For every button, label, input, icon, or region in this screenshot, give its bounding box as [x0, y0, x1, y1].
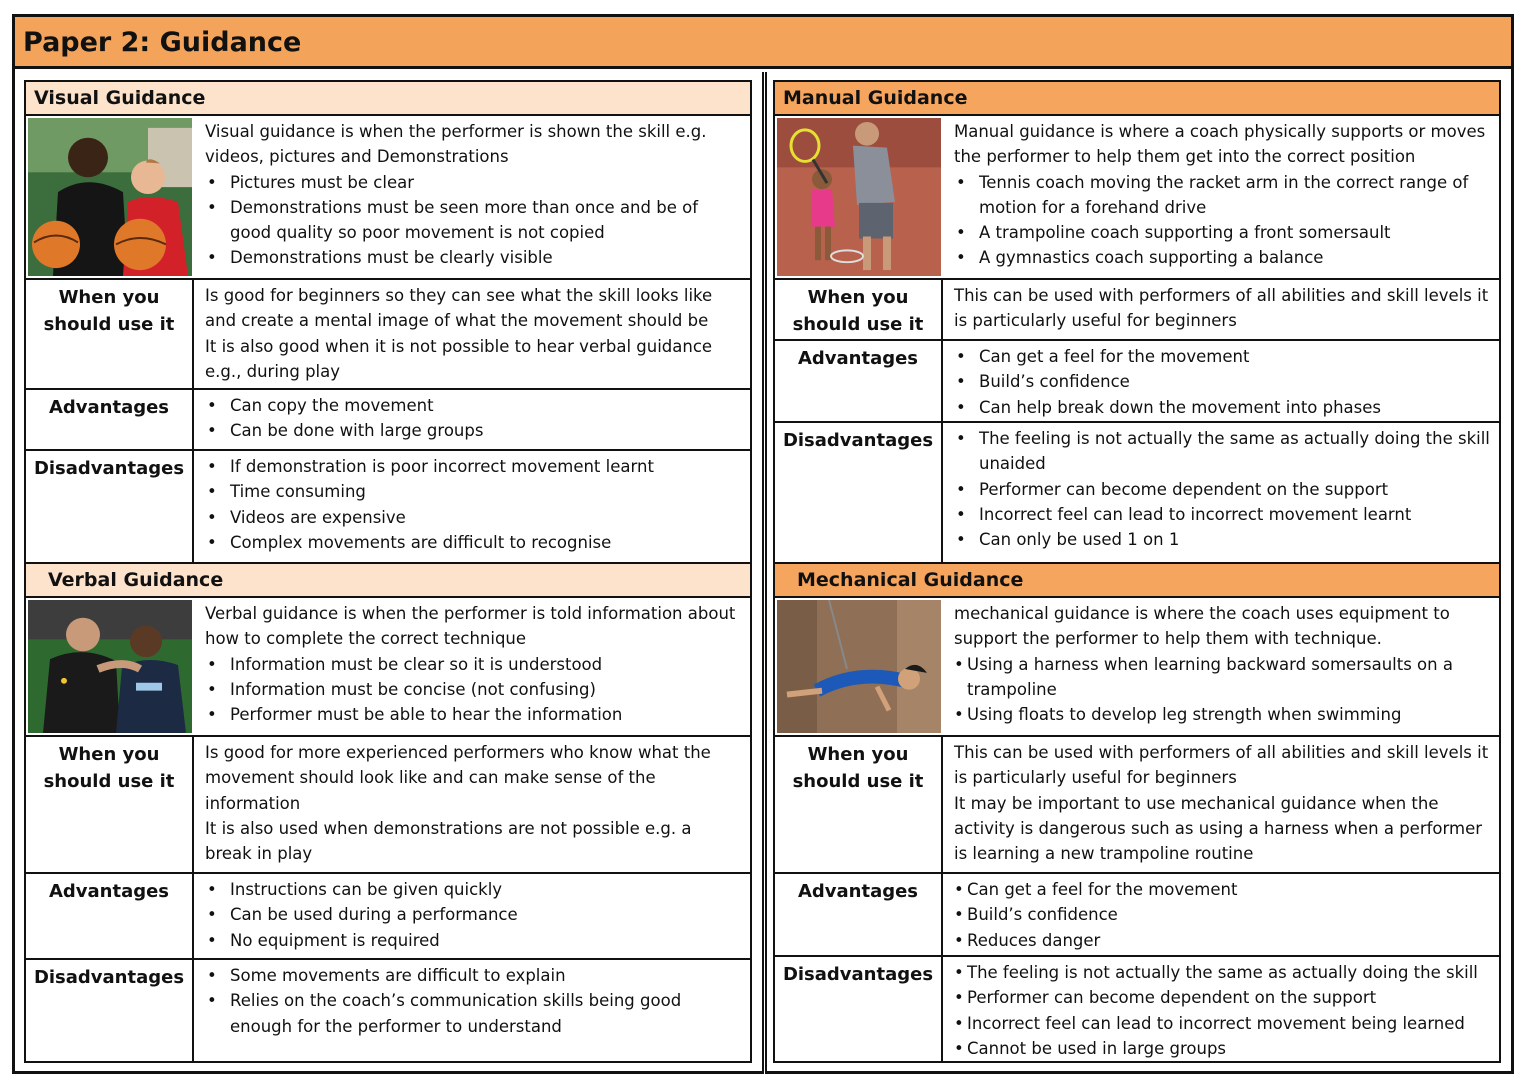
list-item: • Can be done with large groups: [205, 418, 742, 443]
list-item: • Can help break down the movement into phases: [954, 395, 1491, 420]
disadvantages-label: Disadvantages: [26, 451, 194, 562]
list-item: • Relies on the coach’s communication skills being good enough for the performer to understand: [205, 988, 742, 1039]
verbal-description: [196, 598, 750, 735]
mechanical-disadvantages: [945, 957, 1499, 1061]
mechanical-description-row: [775, 598, 1499, 737]
list-item: • Complex movements are difficult to recognise: [205, 530, 742, 555]
advantages-label: Advantages: [26, 390, 194, 449]
visual-disadvantages: [196, 451, 750, 562]
manual-advantages: [945, 341, 1499, 421]
text-line: It is also good when it is not possible to hear verbal guidance e.g., during play: [205, 336, 713, 381]
mechanical-when-row: [775, 737, 1499, 874]
page-title: Paper 2: Guidance: [15, 17, 1511, 69]
list-item: • Videos are expensive: [205, 505, 742, 530]
list-item: • Build’s confidence: [954, 902, 1491, 927]
list-item: • Cannot be used in large groups: [954, 1036, 1491, 1061]
mechanical-guidance-header: Mechanical Guidance: [775, 564, 1499, 598]
mechanical-description-intro: mechanical guidance is where the coach uses equipment to support the performer to help them with technique.: [954, 604, 1450, 649]
list-item: • Performer must be able to hear the information: [205, 702, 742, 727]
list-item: • Using a harness when learning backward somersaults on a trampoline: [954, 652, 1491, 703]
visual-when-text: [196, 280, 750, 388]
advantages-label: Advantages: [775, 874, 943, 955]
left-column: [24, 80, 752, 1063]
advantages-label: Advantages: [775, 341, 943, 421]
list-item: • The feeling is not actually the same as actually doing the skill unaided: [954, 426, 1491, 477]
list-item: • If demonstration is poor incorrect movement learnt: [205, 454, 742, 479]
text-line: It may be important to use mechanical guidance when the activity is dangerous such as using a harness when a performer is learning a new trampoline routine: [954, 793, 1483, 864]
manual-description-intro: Manual guidance is where a coach physically supports or moves the performer to help them get into the correct position: [954, 122, 1486, 167]
list-item: • Can only be used 1 on 1: [954, 527, 1491, 552]
list-item: • Can get a feel for the movement: [954, 344, 1491, 369]
list-item: • Using floats to develop leg strength when swimming: [954, 702, 1491, 727]
verbal-advantages: [196, 874, 750, 958]
list-item: • Time consuming: [205, 479, 742, 504]
advantages-label: Advantages: [26, 874, 194, 958]
list-item: • Can get a feel for the movement: [954, 877, 1491, 902]
visual-description-points: [205, 170, 742, 271]
text-line: Is good for more experienced performers who know what the movement should look like and can make sense of the information: [205, 743, 711, 813]
list-item: • No equipment is required: [205, 928, 742, 953]
text-line: Is good for beginners so they can see what the skill looks like and create a mental image of what the movement should be: [205, 286, 713, 331]
disadvantages-label: Disadvantages: [775, 957, 943, 1061]
verbal-description-intro: Verbal guidance is when the performer is told information about how to complete the correct technique: [205, 604, 736, 649]
mechanical-when-text: [945, 737, 1499, 872]
verbal-description-row: [26, 598, 750, 737]
verbal-guidance-header: Verbal Guidance: [26, 564, 750, 598]
list-item: • Instructions can be given quickly: [205, 877, 742, 902]
list-item: • Demonstrations must be seen more than once and be of good quality so poor movement is not copied: [205, 195, 742, 246]
visual-description-row: [26, 116, 750, 280]
list-item: • Performer can become dependent on the support: [954, 477, 1491, 502]
list-item: • Information must be clear so it is understood: [205, 652, 742, 677]
visual-advantages: [196, 390, 750, 449]
right-column: [773, 80, 1501, 1063]
disadvantages-label: Disadvantages: [26, 960, 194, 1061]
manual-when-text: [945, 280, 1499, 339]
manual-description-row: [775, 116, 1499, 280]
list-item: • A trampoline coach supporting a front somersault: [954, 220, 1491, 245]
list-item: • A gymnastics coach supporting a balance: [954, 245, 1491, 270]
visual-description-intro: Visual guidance is when the performer is shown the skill e.g. videos, pictures and Demonstrations: [205, 122, 707, 167]
when-label: When you should use it: [775, 280, 943, 339]
list-item: • Incorrect feel can lead to incorrect movement learnt: [954, 502, 1491, 527]
list-item: • Some movements are difficult to explain: [205, 963, 742, 988]
manual-disadvantages: [945, 423, 1499, 562]
visual-advantages-row: [26, 390, 750, 451]
guidance-sheet: [12, 14, 1514, 1074]
list-item: • Can copy the movement: [205, 393, 742, 418]
visual-guidance-header: Visual Guidance: [26, 82, 750, 116]
manual-disadvantages-row: [775, 423, 1499, 564]
manual-when-row: [775, 280, 1499, 341]
harness-trampoline-photo-icon: [777, 600, 941, 733]
when-label: When you should use it: [775, 737, 943, 872]
tennis-coaching-photo-icon: [777, 118, 941, 276]
manual-description: [945, 116, 1499, 278]
disadvantages-label: Disadvantages: [775, 423, 943, 562]
list-item: • The feeling is not actually the same as actually doing the skill: [954, 960, 1491, 985]
list-item: • Performer can become dependent on the support: [954, 985, 1491, 1010]
verbal-when-row: [26, 737, 750, 874]
visual-description: [196, 116, 750, 278]
mechanical-description: [945, 598, 1499, 735]
when-label: When you should use it: [26, 737, 194, 872]
manual-advantages-row: [775, 341, 1499, 423]
text-line: It is also used when demonstrations are not possible e.g. a break in play: [205, 818, 692, 864]
visual-disadvantages-row: [26, 451, 750, 564]
verbal-when-text: [196, 737, 750, 872]
verbal-disadvantages-row: [26, 960, 750, 1061]
list-item: • Demonstrations must be clearly visible: [205, 245, 742, 270]
basketball-coaching-photo-icon: [28, 118, 192, 276]
visual-when-row: [26, 280, 750, 390]
football-coach-photo-icon: [28, 600, 192, 733]
list-item: • Reduces danger: [954, 928, 1491, 953]
mechanical-disadvantages-row: [775, 957, 1499, 1061]
mechanical-advantages-row: [775, 874, 1499, 957]
verbal-advantages-row: [26, 874, 750, 960]
list-item: • Pictures must be clear: [205, 170, 742, 195]
list-item: • Tennis coach moving the racket arm in the correct range of motion for a forehand drive: [954, 170, 1491, 221]
mechanical-advantages: [945, 874, 1499, 955]
list-item: • Build’s confidence: [954, 369, 1491, 394]
list-item: • Incorrect feel can lead to incorrect movement being learned: [954, 1011, 1491, 1036]
manual-guidance-header: Manual Guidance: [775, 82, 1499, 116]
when-label: When you should use it: [26, 280, 194, 388]
list-item: • Information must be concise (not confusing): [205, 677, 742, 702]
list-item: • Can be used during a performance: [205, 902, 742, 927]
verbal-disadvantages: [196, 960, 750, 1061]
text-line: This can be used with performers of all abilities and skill levels it is particularly useful for beginners: [954, 286, 1489, 331]
column-divider: [762, 72, 767, 1074]
text-line: This can be used with performers of all abilities and skill levels it is particularly useful for beginners: [954, 743, 1489, 788]
